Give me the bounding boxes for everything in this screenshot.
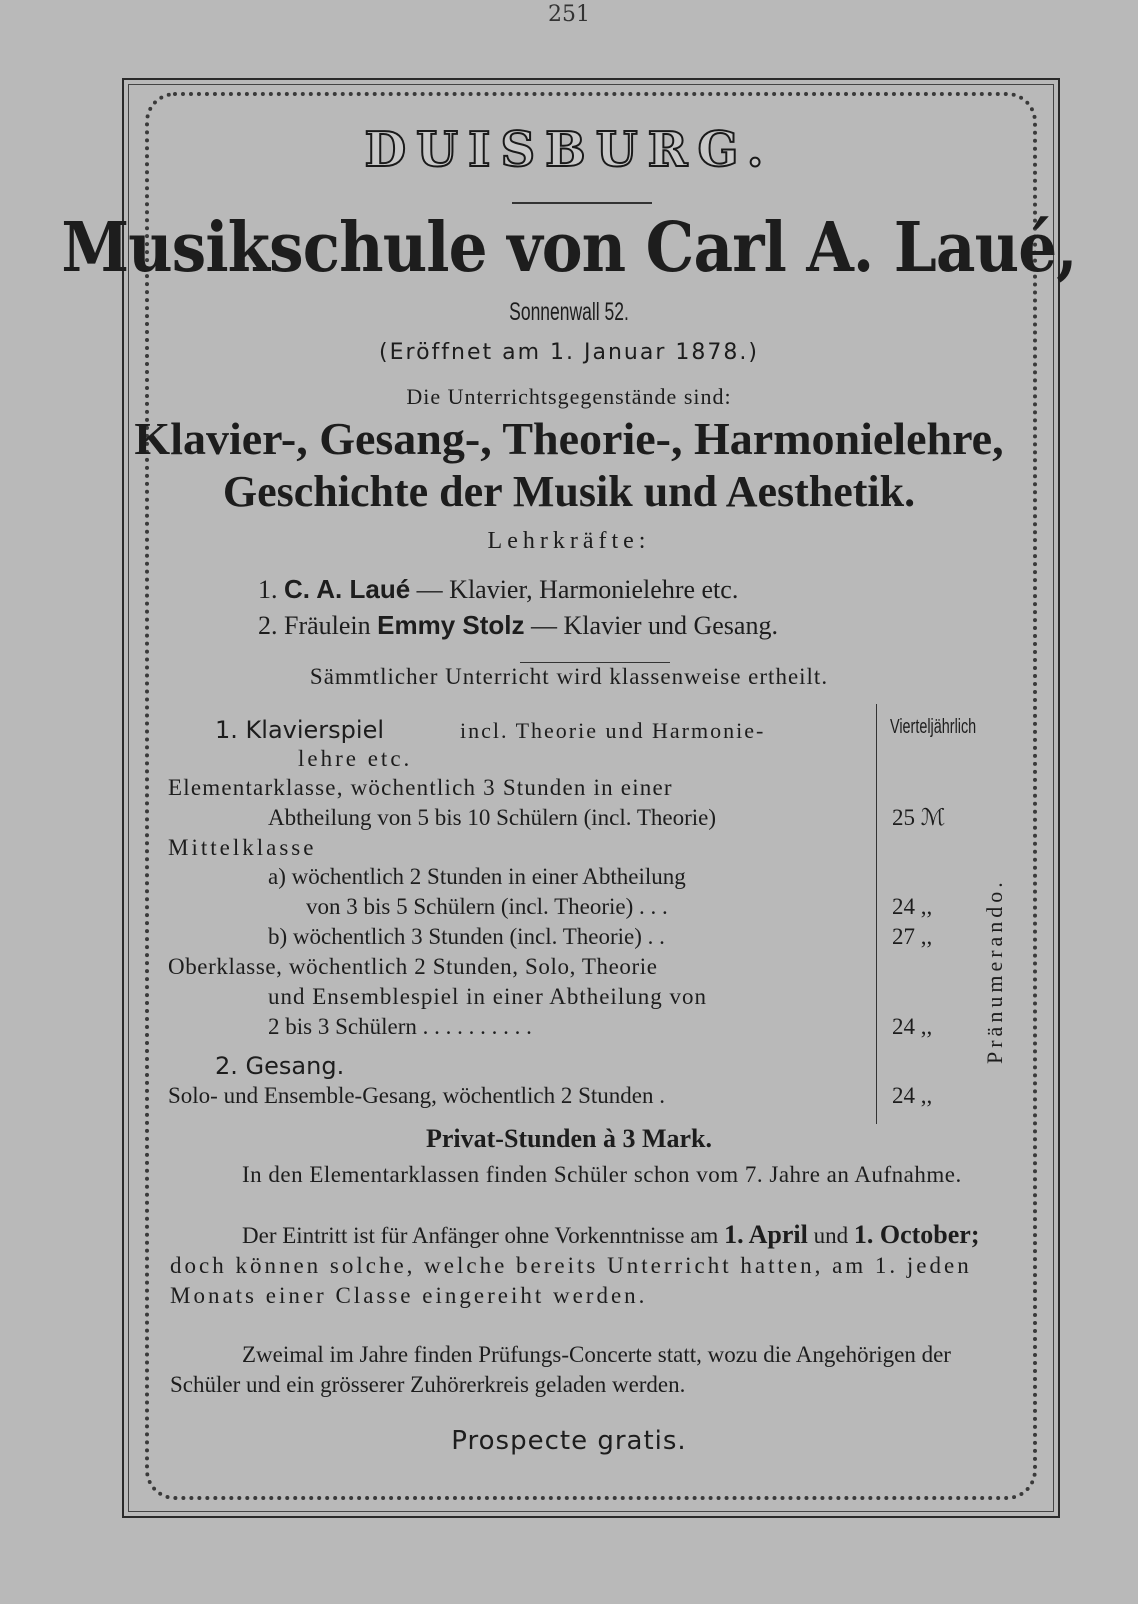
middle-a-price: 24 ,, — [892, 894, 933, 919]
section-2-title — [215, 1052, 344, 1080]
subjects-line-1: Klavier-, Gesang-, Theorie-, Harmonielehre, — [134, 413, 1004, 464]
section-title: Klavierspiel — [245, 716, 385, 744]
teacher-number: 2. — [258, 611, 278, 640]
elementary-class-cont: Abtheilung von 5 bis 10 Schülern (incl. Theorie) — [268, 805, 716, 830]
upper-price: 24 ,, — [892, 1014, 933, 1039]
city-heading: DUISBURG. — [364, 122, 774, 178]
classes-note: Sämmtlicher Unterricht wird klassenweise ertheilt. — [309, 664, 829, 689]
singing-class: Solo- und Ensemble-Gesang, wöchentlich 2 Stunden . — [168, 1083, 665, 1108]
prepay-label: Pränumerando. — [982, 878, 1007, 1064]
entry-text-c: doch können solche, welche bereits Unterricht hatten, am 1. jeden Monats einer Classe eingereiht werden. — [170, 1253, 972, 1308]
section-number: 2. — [215, 1052, 238, 1080]
middle-b-price: 27 ,, — [892, 924, 933, 949]
teacher-subjects: — Klavier und Gesang. — [531, 611, 778, 640]
prospectus-note: Prospecte gratis. — [451, 1426, 687, 1456]
address: Sonnenwall 52. — [509, 298, 629, 326]
entry-text-a: Der Eintritt ist für Anfänger ohne Vorkenntnisse am — [242, 1223, 719, 1248]
price-column-rule — [876, 704, 877, 1124]
middle-class-b: b) wöchentlich 3 Stunden (incl. Theorie) . . — [268, 924, 665, 949]
teacher-prefix: Fräulein — [284, 611, 371, 640]
elementary-price: 25 ℳ — [892, 805, 946, 830]
singing-price: 24 ,, — [892, 1083, 933, 1108]
private-lessons: Privat-Stunden à 3 Mark. — [426, 1124, 712, 1153]
upper-class-cont-2: 2 bis 3 Schülern . . . . . . . . . . — [268, 1014, 532, 1039]
entry-text-b: und — [813, 1223, 849, 1248]
upper-class-cont: und Ensemblespiel in einer Abtheilung von — [268, 984, 707, 1009]
section-number: 1. — [215, 716, 238, 744]
paragraph-admission: In den Elementarklassen finden Schüler schon vom 7. Jahre an Aufnahme. — [242, 1162, 962, 1187]
section-title: Gesang. — [245, 1052, 345, 1080]
heading-divider — [512, 202, 652, 204]
entry-october: 1. October; — [853, 1220, 980, 1249]
teachers-label: Lehrkräfte: — [487, 528, 651, 554]
subjects-intro: Die Unterrichtsgegenstände sind: — [406, 384, 732, 409]
opening-date: (Eröffnet am 1. Januar 1878.) — [379, 340, 759, 365]
paragraph-concerts: Zweimal im Jahre finden Prüfungs-Concerte statt, wozu die Angehörigen der Schüler und ein grösserer Zuhörerkreis geladen werden. — [170, 1342, 951, 1397]
section-1-desc: incl. Theorie und Harmonie- — [460, 718, 766, 743]
teachers-divider — [520, 662, 670, 663]
paragraph-entry — [170, 1220, 1016, 1311]
teacher-1 — [258, 574, 738, 605]
middle-class-a: a) wöchentlich 2 Stunden in einer Abtheilung — [268, 864, 686, 889]
subjects-line-2: Geschichte der Musik und Aesthetik. — [222, 467, 916, 516]
middle-class-a-cont: von 3 bis 5 Schülern (incl. Theorie) . . . — [306, 894, 668, 919]
middle-class: Mittelklasse — [168, 835, 317, 860]
section-1-title — [215, 716, 384, 744]
price-column-header: Vierteljährlich — [890, 716, 977, 738]
school-title: Musikschule von Carl A. Laué, — [61, 208, 1077, 288]
teacher-number: 1. — [258, 575, 278, 604]
teacher-name: Emmy Stolz — [377, 610, 525, 640]
teacher-2 — [258, 610, 778, 641]
teacher-name: C. A. Laué — [284, 574, 411, 604]
entry-april: 1. April — [724, 1220, 808, 1249]
section-1-desc-cont: lehre etc. — [298, 746, 413, 771]
teacher-subjects: — Klavier, Harmonielehre etc. — [416, 575, 739, 604]
elementary-class: Elementarklasse, wöchentlich 3 Stunden in einer — [168, 775, 673, 800]
upper-class: Oberklasse, wöchentlich 2 Stunden, Solo, Theorie — [168, 954, 658, 979]
page-number: 251 — [548, 2, 590, 27]
